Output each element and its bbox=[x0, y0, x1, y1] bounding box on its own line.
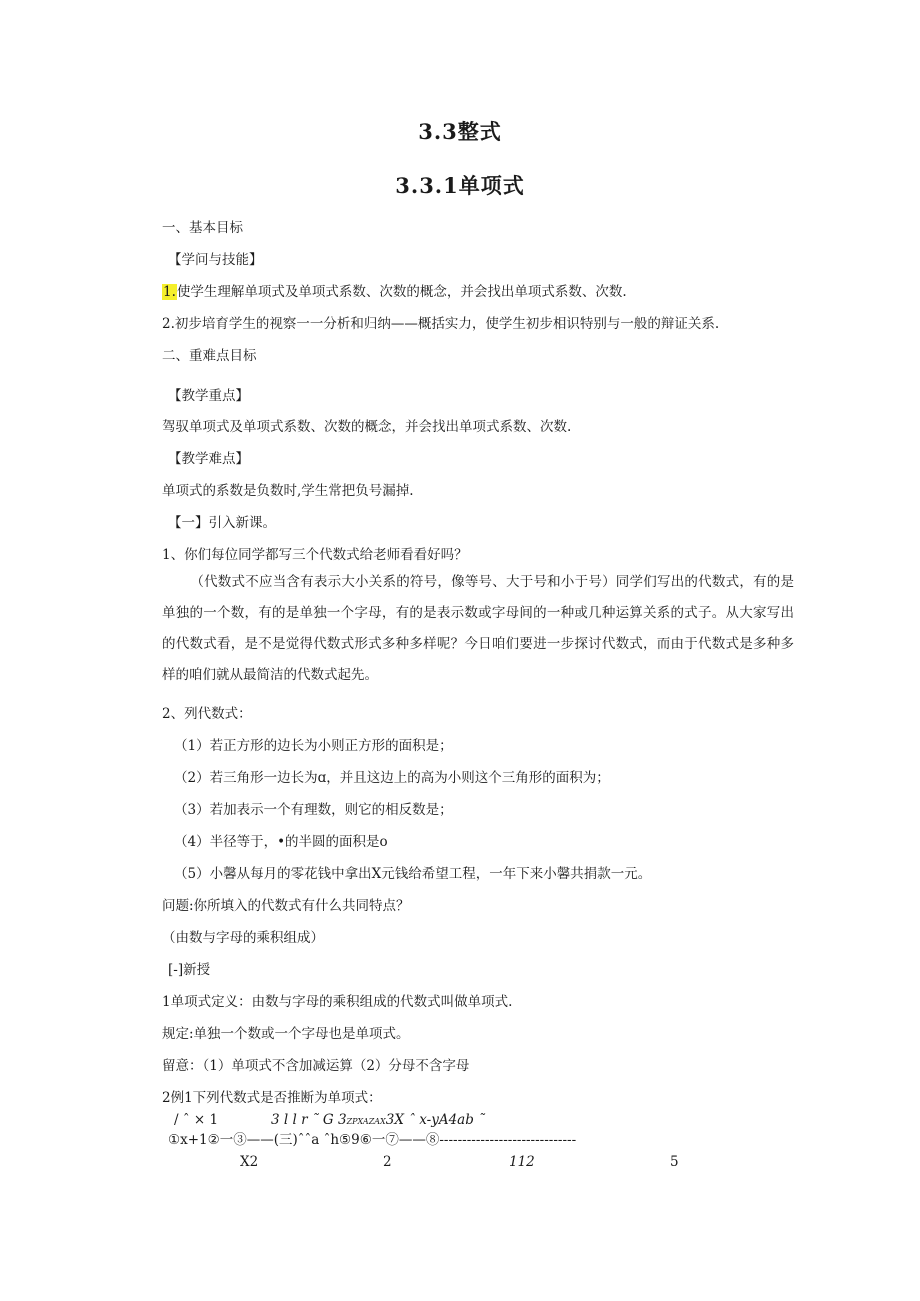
question-2: 2、列代数式： bbox=[162, 706, 252, 722]
discussion-answer: （由数与字母的乘积组成） bbox=[162, 930, 324, 946]
definition: 1单项式定义：由数与字母的乘积组成的代数式叫做单项式. bbox=[162, 994, 513, 1010]
focus-heading: 【教学重点】 bbox=[168, 388, 249, 404]
formula-top-left: / ˆ × 1 bbox=[174, 1112, 219, 1128]
formula-middle-line: ①x+1②一③——(三)ˆˆa ˆh⑤9⑥一⑦——⑧------------------------------ bbox=[168, 1132, 577, 1148]
objective-item-1-number: 1. bbox=[163, 284, 176, 300]
example-heading: 2例1下列代数式是否推断为单项式： bbox=[162, 1090, 382, 1106]
objective-item-2: 2.初步培育学生的视察一一分析和归纳——概括实力，使学生初步相识特别与一般的辩证关系. bbox=[162, 316, 720, 332]
difficulty-text: 单项式的系数是负数时,学生常把负号漏掉. bbox=[162, 483, 414, 499]
section-1-heading: 一、基本目标 bbox=[162, 220, 243, 236]
intro-heading: 【一】引入新课。 bbox=[168, 515, 276, 531]
list-item-1: （1）若正方形的边长为小则正方形的面积是； bbox=[174, 738, 453, 754]
list-item-3: （3）若加表示一个有理数，则它的相反数是； bbox=[174, 802, 453, 818]
list-item-4: （4）半径等于，•的半圆的面积是o bbox=[174, 834, 388, 850]
formula-bottom-1: X2 bbox=[240, 1154, 259, 1170]
main-title: 3.3整式 bbox=[418, 119, 502, 144]
list-item-5: （5）小馨从每月的零花钱中拿出X元钱给希望工程，一年下来小馨共捐款一元。 bbox=[174, 866, 652, 882]
question-1: 1、你们每位同学都写三个代数式给老师看看好吗？ bbox=[162, 547, 468, 563]
note: 留意：（1）单项式不含加减运算（2）分母不含字母 bbox=[162, 1058, 470, 1074]
formula-bottom-2: 2 bbox=[383, 1154, 392, 1170]
formula-top-segment-end: 3X ˆ x-yA4ab ˜ bbox=[385, 1112, 485, 1128]
rule: 规定:单独一个数或一个字母也是单项式。 bbox=[162, 1026, 410, 1042]
formula-bottom-3: 112 bbox=[509, 1154, 535, 1170]
formula-top-segment-1: 3 l l r ˜ G 3 bbox=[271, 1112, 347, 1128]
new-lesson-heading: [-]新授 bbox=[168, 962, 211, 978]
objective-item-1-text: 使学生理解单项式及单项式系数、次数的概念，并会找出单项式系数、次数. bbox=[176, 284, 627, 300]
formula-bottom-4: 5 bbox=[670, 1154, 679, 1170]
objective-item-1 bbox=[162, 282, 627, 302]
list-item-2: （2）若三角形一边长为ɑ，并且这边上的高为小则这个三角形的面积为； bbox=[174, 770, 610, 786]
focus-text: 驾驭单项式及单项式系数、次数的概念，并会找出单项式系数、次数. bbox=[162, 419, 572, 435]
sub-title: 3.3.1单项式 bbox=[395, 173, 525, 198]
section-2-heading: 二、重难点目标 bbox=[162, 348, 257, 364]
formula-top-right bbox=[271, 1110, 485, 1132]
intro-paragraph: （代数式不应当含有表示大小关系的符号，像等号、大于号和小于号）同学们写出的代数式，有的是单独的一个数，有的是单独一个字母，有的是表示数或字母间的一种或几种运算关系的式子。从大家写出的代数式看，是不是觉得代数式形式多种多样呢？今日咱们要进一步探讨代数式，而由于代数式是多种多样的咱们就从最简洁的代数式起先。 bbox=[162, 574, 794, 683]
difficulty-heading: 【教学难点】 bbox=[168, 451, 249, 467]
formula-top-segment-small: ZPXAZAX bbox=[346, 1117, 386, 1126]
section-1-subheading: 【学问与技能】 bbox=[168, 252, 263, 268]
discussion-question: 问题:你所填入的代数式有什么共同特点？ bbox=[162, 898, 410, 914]
